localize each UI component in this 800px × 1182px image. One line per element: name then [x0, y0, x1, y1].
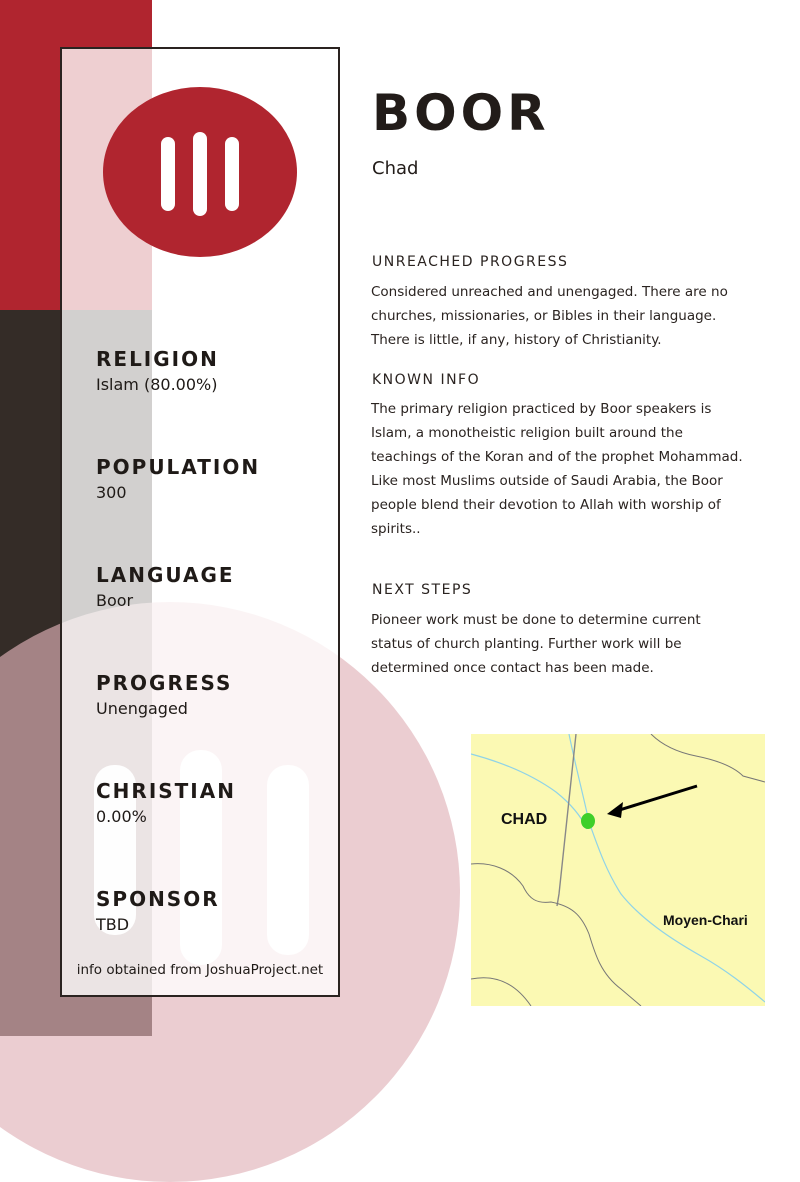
- unreached-text: [371, 280, 751, 352]
- text-line: The primary religion practiced by Boor speakers is: [371, 401, 712, 417]
- next-steps-heading: NEXT STEPS: [372, 582, 473, 598]
- page-title: BOOR: [372, 84, 550, 142]
- population-label: POPULATION: [96, 455, 261, 479]
- text-line: Considered unreached and unengaged. There are no: [371, 284, 728, 300]
- text-line: Islam, a monotheistic religion built around the: [371, 425, 683, 441]
- known-info-heading: KNOWN INFO: [372, 372, 481, 388]
- country-subtitle: Chad: [372, 158, 419, 179]
- text-line: There is little, if any, history of Christianity.: [371, 332, 662, 348]
- language-value: Boor: [96, 591, 134, 610]
- sponsor-value: TBD: [96, 915, 130, 934]
- text-line: spirits..: [371, 521, 421, 537]
- location-marker: [581, 813, 595, 829]
- text-line: teachings of the Koran and of the prophet Mohammad.: [371, 449, 743, 465]
- population-value: 300: [96, 483, 127, 502]
- text-line: determined once contact has been made.: [371, 660, 654, 676]
- logo-bar-icon: [161, 137, 175, 211]
- logo-bar-icon: [193, 132, 207, 216]
- text-line: Like most Muslims outside of Saudi Arabia, the Boor: [371, 473, 723, 489]
- decorative-bar: [267, 765, 309, 955]
- location-map: [471, 734, 765, 1006]
- religion-label: RELIGION: [96, 347, 219, 371]
- religion-value: Islam (80.00%): [96, 375, 218, 394]
- sponsor-label: SPONSOR: [96, 887, 220, 911]
- known-info-text: [371, 397, 751, 541]
- map-country-label: CHAD: [501, 811, 548, 828]
- source-note: info obtained from JoshuaProject.net: [76, 962, 324, 978]
- language-label: LANGUAGE: [96, 563, 235, 587]
- christian-value: 0.00%: [96, 807, 147, 826]
- logo-bar-icon: [225, 137, 239, 211]
- map-graphic: [471, 734, 765, 1006]
- text-line: people blend their devotion to Allah with worship of: [371, 497, 721, 513]
- people-group-logo: [103, 87, 297, 257]
- text-line: status of church planting. Further work will be: [371, 636, 682, 652]
- progress-value: Unengaged: [96, 699, 188, 718]
- next-steps-text: [371, 608, 751, 680]
- text-line: Pioneer work must be done to determine current: [371, 612, 701, 628]
- text-line: churches, missionaries, or Bibles in their language.: [371, 308, 717, 324]
- progress-label: PROGRESS: [96, 671, 233, 695]
- map-region-label: Moyen-Chari: [663, 912, 748, 928]
- christian-label: CHRISTIAN: [96, 779, 236, 803]
- unreached-heading: UNREACHED PROGRESS: [372, 254, 569, 270]
